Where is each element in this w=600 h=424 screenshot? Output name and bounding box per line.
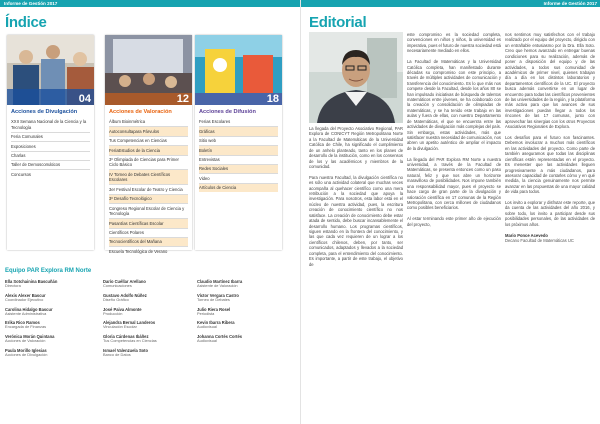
- page-number: 04: [78, 93, 91, 105]
- team-member: [197, 320, 289, 330]
- member-role: Producción: [103, 310, 123, 316]
- column-image: [195, 35, 282, 105]
- index-item[interactable]: Tecnocientíficos del Mañana: [109, 238, 188, 247]
- member-role: Encargada de Finanzas: [5, 324, 47, 330]
- member-role: Asistente Administrativa: [5, 310, 47, 316]
- header-bar: [301, 0, 600, 7]
- index-item[interactable]: Exposiciones: [11, 142, 90, 151]
- member-role: Audiovisual: [197, 324, 217, 330]
- index-item[interactable]: Video: [199, 174, 278, 183]
- index-column-difusion[interactable]: [195, 35, 282, 250]
- member-name: Alexis Alexer Bascur: [5, 292, 46, 298]
- member-name: Verónica Morán Quintana: [5, 334, 55, 340]
- index-item[interactable]: Congreso Regional Escolar de Ciencia y Tecnología: [109, 204, 188, 219]
- team-column-2: [103, 279, 195, 362]
- index-item[interactable]: Gráficas: [199, 127, 278, 136]
- editorial-paragraph: Los desafíos para el futuro son fascinantes. Debemos involucrar a muchos más científicos en las actividades del proyecto. Como parte de también aseguramos que todas las disciplinas científicas estén representadas en el proyecto. Es menester que las actividades lleguen progresivamente a más ciudadanos, para asesorar capacidad de contarles cómo y en qué medida, la ciencia genuinamente nos permite avanzar en las propuestas de una mayor calidad de vida para todos.: [505, 134, 595, 195]
- signature-name: Mario Ponce Acevedo: [505, 232, 548, 238]
- member-role: Periodista: [197, 310, 215, 316]
- column-item-list: [105, 118, 192, 256]
- editorial-paragraph: La llegada del PAR Explora RM Norte a nuestra universidad, a través de la Facultad de Matemáticas, se presenta entonces como un paso natural, feliz y que nos abre un horizonte maravilloso de posibilidades. Nos impone también una responsabilidad mayor, pues el proyecto se hace cargo de gran parte de la divulgación y valoración científica en 17 comunas de la Región Metropolitana, con cerca millones de ciudadanos como posibles beneficiarios.: [407, 156, 501, 211]
- member-role: Acciones de Valoración: [5, 338, 46, 344]
- team-member: [197, 307, 289, 317]
- member-name: Gustavo Adolfo Núñez: [103, 292, 147, 298]
- index-item[interactable]: XXII Semana Nacional de la Ciencia y la Tecnología: [11, 118, 90, 133]
- column-item-list: [195, 118, 282, 192]
- editorial-paragraph: La llegada del Proyecto Asociativo Regional, PAR Explora de CONICYT Región Metropolitana Norte a la Facultad de Matemáticas de la Universidad Católica de Chile, ha significado el cumplimiento de un anhelo planteado, tanto en los planes de desarrollo de la institución, como en los consensos de los y las académicos y miembros de la comunidad.: [309, 126, 403, 169]
- member-name: José Paiva Almonte: [103, 306, 142, 312]
- member-role: Tus Competencias en Ciencias: [103, 338, 157, 344]
- team-member: [5, 293, 97, 303]
- member-name: Ella Sotchainina Bascuñán: [5, 279, 58, 284]
- editorial-paragraph: nos sentimos muy satisfechos con el trabajo realizado por el equipo del proyecto, dirigido con un entrañable entusiasmo por la Dra. Ella Soto. Creo que hemos avanzado en entregar buenas condiciones para su realización, además de poner a disposición del equipo y de las actividades, a todos sus comunidad de académicos de primer nivel, quienes trabajan día a día en los distintos laboratorios y departamentos científicos de la UC. El proyecto busca además convertirse en un lugar de encuentro para todas las científicos provenientes de las universidades de la región, y la plataforma más activa para que los avances de sus investigaciones puedan llegar a todos los rincones de las 17 comunas, junto con aprovechar las sinergias con los otros Proyectos Asociativos Regionales de Explora.: [505, 32, 595, 130]
- index-item[interactable]: Taller de Demoscomáticos: [11, 161, 90, 170]
- team-member: [103, 307, 195, 317]
- team-member: [103, 279, 195, 289]
- team-member: [5, 334, 97, 344]
- index-item[interactable]: 3er Festival Escolar de Teatro y Ciencia: [109, 185, 188, 194]
- index-item[interactable]: Artículos de Ciencia: [199, 184, 278, 192]
- team-member: [197, 279, 289, 289]
- editorial-column-1: [309, 126, 403, 272]
- team-column-3: [197, 279, 289, 348]
- team-title: Equipo PAR Explora RM Norte: [5, 268, 92, 274]
- team-member: [5, 348, 97, 358]
- editorial-paragraph: Para nuestra Facultad, la divulgación científica no es sólo una actividad colateral que muchas veces acompaña al quehacer científico como una mera retribución a la sociedad que apoya la investigación. Para nosotros, esta labor está en el núcleo de nuestra actividad, pues, la escritura creación de conocimiento científico no nos satisface. La creación de conocimiento debe estar atada de sentido, debe buscar incansablemente el desarrollo humano. Los programas científicos, siguen estando en la frontera del conocimiento, y las que cada vez requieren de un lograr a los científicos chilenos, deben, por tanto, ser comunicados, adaptados y llevados a la sociedad completa, para el entendimiento del conocimiento. Es importante, a partir de este trabajo, el objetivo de: [309, 174, 403, 267]
- member-name: Paula Morillo Iglesias: [5, 347, 47, 353]
- team-column-1: [5, 279, 97, 362]
- member-name: Carolina Hidalgo Bascur: [5, 306, 53, 312]
- member-role: Coordinador Ejecutivo: [5, 296, 44, 302]
- index-item[interactable]: IV Torneo de Debates Científicos Escolares: [109, 170, 188, 185]
- member-name: Julio Riera Rosel: [197, 306, 231, 312]
- editorial-paragraph: La Facultad de Matemáticas y la Universidad Católica completa, han manifestado durante décadas su compromiso con este principio, a través de múltiples actividades de comunicación y transferencia del conocimiento. Es lo que más nos compete desde la Facultad, desde los años 80 se han impulsado iniciativas de búsqueda de talentos matemáticos entre jóvenes, se ha colaborado con la creación y consolidación de olimpiadas de matemáticas, y se ha tenido este trabajo en las aulas y fuera de ellas, con nuestro Departamento de Matemáticas, el que se encuentra entre las actividades de divulgación más complejas del país. Sin embargo, estas actividades, más que satisfacer nuestra necesidad de comunicación, nos abren un apetito auténtico de ampliar el impacto de la divulgación.: [407, 59, 501, 151]
- column-image: [105, 35, 192, 105]
- index-item[interactable]: FeriaEstudios de la Ciencia: [109, 146, 188, 155]
- member-role: Torneo de Debates: [197, 296, 230, 302]
- index-column-valoracion[interactable]: [105, 35, 192, 254]
- index-item[interactable]: Feria Comunales: [11, 133, 90, 142]
- team-member: [103, 320, 195, 330]
- member-name: Alejandra Bernal Landeros: [103, 320, 156, 326]
- portrait-icon: [309, 32, 403, 123]
- index-item[interactable]: Redes Sociales: [199, 165, 278, 174]
- team-member: [5, 307, 97, 317]
- header-right: Informe de Gestión 2017: [543, 1, 597, 6]
- member-name: Claudio Martínez Ibarra: [197, 279, 243, 284]
- member-name: Gloria Cárdenas Ibáñez: [103, 334, 149, 340]
- member-role: Directora: [5, 283, 21, 288]
- signature: [505, 233, 595, 244]
- index-item[interactable]: Sitio web: [199, 137, 278, 146]
- index-item[interactable]: Escuela Tecnológica de Verano: [109, 248, 168, 254]
- member-role: Diseño Gráfico: [103, 296, 129, 302]
- editorial-page: [300, 0, 600, 424]
- member-name: Kevin Ibarra Ribera: [197, 320, 235, 326]
- team-member: [103, 334, 195, 344]
- member-role: Asistente de Valoración: [197, 283, 238, 288]
- header-bar: [0, 0, 300, 7]
- column-image: [7, 35, 94, 105]
- member-role: Acciones de Divulgación: [5, 351, 48, 357]
- member-name: Erika Rico Ramos: [5, 320, 40, 326]
- editorial-column-3: [505, 32, 595, 243]
- member-role: Banco de Datos: [103, 351, 131, 357]
- team-member: [5, 279, 97, 289]
- index-item[interactable]: 3º Olimpiada de Ciencias para Primer Ciclo Básico: [109, 156, 188, 171]
- team-member: [5, 320, 97, 330]
- editorial-paragraph: Al estar terminando este primer año de ejecución del proyecto,: [407, 216, 501, 227]
- member-name: Ismael Valenzuela Soto: [103, 347, 149, 353]
- index-item[interactable]: Científicos Polares: [109, 229, 188, 238]
- team-member: [103, 348, 195, 358]
- editorial-title: Editorial: [309, 14, 367, 31]
- index-item[interactable]: Autoconsultapara Párvulos: [109, 127, 188, 136]
- index-item[interactable]: Entrevistas: [199, 156, 278, 165]
- editorial-paragraph: Los invito a explorar y disfrutar este reporte, que da cuenta de las actividades del año 2016, y sobre todo, los invito a participar desde sus posibilidades personales, de las actividades de los próximos años.: [505, 200, 595, 227]
- editorial-paragraph: este compromiso es la sociedad completa, convenciones en niños y niños, la universidad es imperativa, pues el futuro de nuestra sociedad está necesariamente mediado en ellos.: [407, 32, 501, 54]
- member-name: Darío Cuéllar Arellano: [103, 279, 146, 284]
- index-item[interactable]: Charlas: [11, 152, 90, 161]
- member-role: Audiovisual: [197, 338, 217, 344]
- header-left: Informe de Gestión 2017: [4, 1, 58, 6]
- index-item[interactable]: Concursos: [11, 171, 32, 177]
- member-name: Víctor Vergara Castro: [197, 292, 239, 298]
- index-item[interactable]: Ferias Escolares: [199, 118, 278, 127]
- column-item-list: [7, 118, 94, 179]
- index-item[interactable]: Tus Competencias en Ciencias: [109, 137, 188, 146]
- index-item[interactable]: Pasantías Científicas Escolar: [109, 219, 188, 228]
- signature-role: Decano Facultad de Matemáticas UC: [505, 237, 574, 243]
- page-number: 12: [176, 93, 189, 105]
- dean-portrait: [309, 32, 403, 123]
- page-number: 18: [266, 93, 279, 105]
- editorial-column-2: [407, 32, 501, 232]
- index-column-divulgacion[interactable]: [7, 35, 94, 250]
- column-heading: Acciones de Divulgación: [11, 109, 78, 115]
- team-member: [197, 293, 289, 303]
- member-role: Vinculación Escolar: [103, 324, 137, 330]
- index-item[interactable]: Álbum Bioinmétrica: [109, 118, 188, 127]
- index-item[interactable]: 3º Desafío Tecnológico: [109, 195, 188, 204]
- team-member: [103, 293, 195, 303]
- member-role: Comunicaciones: [103, 283, 132, 288]
- team-member: [197, 334, 289, 344]
- index-title: Índice: [5, 14, 47, 31]
- index-item[interactable]: Boletín: [199, 146, 278, 155]
- member-name: Johanna Cortés Cortés: [197, 334, 243, 340]
- column-heading: Acciones de Valoración: [109, 109, 172, 115]
- column-heading: Acciones de Difusión: [199, 109, 256, 115]
